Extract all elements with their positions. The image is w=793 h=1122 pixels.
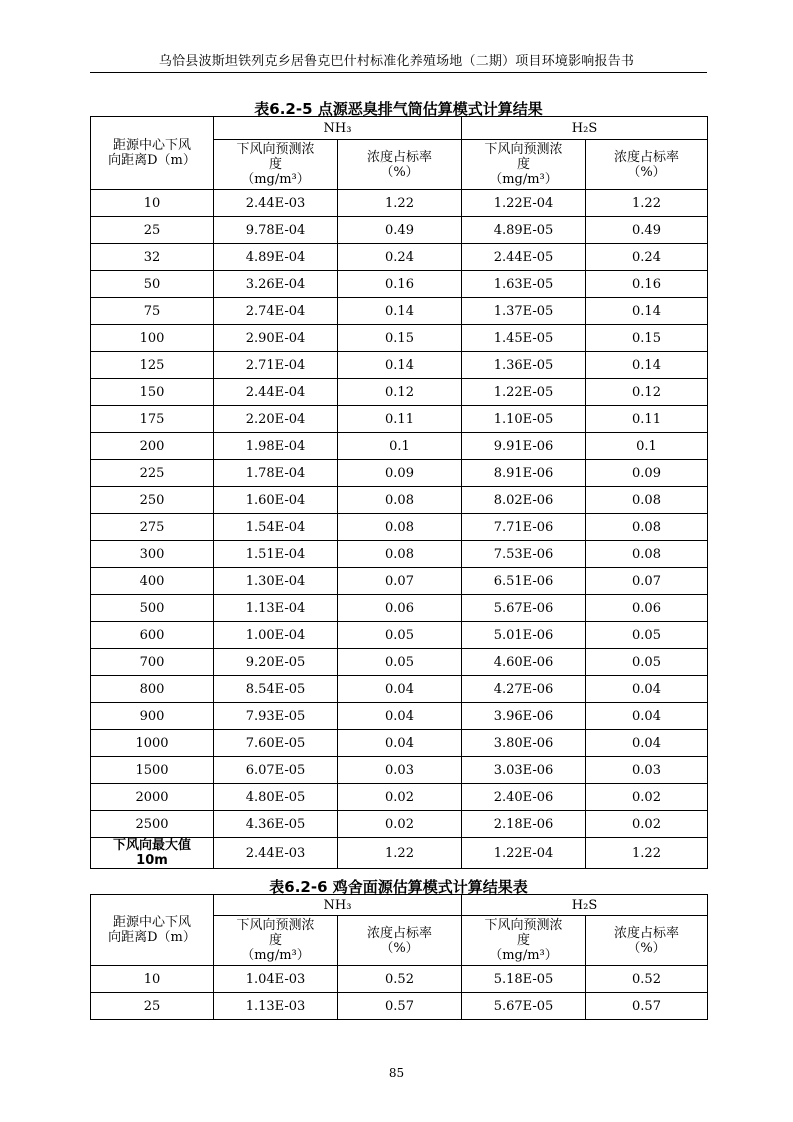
nh3-header: NH₃ xyxy=(214,895,462,916)
nh3-ratio-cell: 0.57 xyxy=(338,993,462,1020)
h2s-conc-cell: 1.10E-05 xyxy=(462,406,586,433)
nh3-conc-cell: 1.13E-04 xyxy=(214,595,338,622)
h2s-ratio-cell: 0.02 xyxy=(586,811,708,838)
distance-cell: 275 xyxy=(91,514,214,541)
distance-cell: 2000 xyxy=(91,784,214,811)
nh3-conc-header xyxy=(214,916,338,966)
distance-header xyxy=(91,895,214,966)
h2s-conc-cell: 2.40E-06 xyxy=(462,784,586,811)
max-value-label xyxy=(91,838,214,869)
nh3-ratio-cell: 0.09 xyxy=(338,460,462,487)
distance-cell: 225 xyxy=(91,460,214,487)
distance-header-line2: 向距离D（m） xyxy=(108,153,196,168)
nh3-ratio-cell: 0.03 xyxy=(338,757,462,784)
nh3-conc-cell: 4.80E-05 xyxy=(214,784,338,811)
document-header: 乌恰县波斯坦铁列克乡居鲁克巴什村标准化养殖场地（二期）项目环境影响报告书 xyxy=(158,54,635,69)
nh3-ratio-cell: 0.11 xyxy=(338,406,462,433)
nh3-ratio-cell: 0.14 xyxy=(338,298,462,325)
distance-header-line2: 向距离D（m） xyxy=(108,930,196,945)
conc-unit: （mg/m³） xyxy=(489,172,558,187)
distance-cell: 125 xyxy=(91,352,214,379)
h2s-ratio-cell: 0.04 xyxy=(586,730,708,757)
table-row xyxy=(91,811,708,838)
h2s-conc-cell: 6.51E-06 xyxy=(462,568,586,595)
nh3-conc-cell: 1.04E-03 xyxy=(214,966,338,993)
nh3-conc-cell: 1.30E-04 xyxy=(214,568,338,595)
nh3-conc-cell: 2.44E-03 xyxy=(214,190,338,217)
h2s-ratio-cell: 0.02 xyxy=(586,784,708,811)
distance-cell: 600 xyxy=(91,622,214,649)
h2s-conc-cell: 9.91E-06 xyxy=(462,433,586,460)
ratio-label: 浓度占标率 xyxy=(613,925,679,941)
h2s-ratio-cell: 0.07 xyxy=(586,568,708,595)
nh3-ratio-cell: 0.08 xyxy=(338,487,462,514)
table-row xyxy=(91,406,708,433)
distance-cell: 10 xyxy=(91,966,214,993)
nh3-conc-cell: 4.36E-05 xyxy=(214,811,338,838)
h2s-ratio-cell: 0.52 xyxy=(586,966,708,993)
distance-header-line1: 距源中心下风 xyxy=(112,915,191,930)
table-row xyxy=(91,433,708,460)
h2s-conc-cell: 1.63E-05 xyxy=(462,271,586,298)
distance-cell: 400 xyxy=(91,568,214,595)
distance-cell: 200 xyxy=(91,433,214,460)
h2s-header: H₂S xyxy=(462,117,708,140)
h2s-ratio-cell: 0.1 xyxy=(586,433,708,460)
h2s-conc-cell: 7.71E-06 xyxy=(462,514,586,541)
nh3-ratio-cell: 0.05 xyxy=(338,649,462,676)
h2s-conc-cell: 1.37E-05 xyxy=(462,298,586,325)
table2-caption: 表6.2-6 鸡舍面源估算模式计算结果表 xyxy=(269,878,528,896)
distance-header-line1: 距源中心下风 xyxy=(112,138,191,153)
distance-cell: 75 xyxy=(91,298,214,325)
h2s-ratio-cell: 0.11 xyxy=(586,406,708,433)
table-row xyxy=(91,541,708,568)
nh3-ratio-cell: 0.04 xyxy=(338,676,462,703)
table-row xyxy=(91,966,708,993)
nh3-conc-cell: 1.60E-04 xyxy=(214,487,338,514)
distance-cell: 25 xyxy=(91,217,214,244)
table-row xyxy=(91,703,708,730)
nh3-ratio-cell: 1.22 xyxy=(338,190,462,217)
max-h2s-conc-cell: 1.22E-04 xyxy=(462,838,586,869)
nh3-conc-cell: 7.93E-05 xyxy=(214,703,338,730)
nh3-ratio-cell: 0.06 xyxy=(338,595,462,622)
h2s-ratio-cell: 0.04 xyxy=(586,676,708,703)
nh3-ratio-cell: 0.07 xyxy=(338,568,462,595)
nh3-ratio-cell: 0.05 xyxy=(338,622,462,649)
table-row xyxy=(91,352,708,379)
ratio-unit: （%） xyxy=(627,164,666,180)
h2s-conc-cell: 1.22E-04 xyxy=(462,190,586,217)
h2s-conc-header xyxy=(462,916,586,966)
h2s-ratio-cell: 0.05 xyxy=(586,622,708,649)
h2s-ratio-cell: 0.15 xyxy=(586,325,708,352)
table-row xyxy=(91,379,708,406)
h2s-conc-cell: 5.67E-05 xyxy=(462,993,586,1020)
nh3-ratio-cell: 0.49 xyxy=(338,217,462,244)
conc-label-line1: 下风向预测浓 xyxy=(484,142,563,157)
nh3-conc-cell: 2.20E-04 xyxy=(214,406,338,433)
nh3-conc-cell: 4.89E-04 xyxy=(214,244,338,271)
h2s-conc-cell: 5.18E-05 xyxy=(462,966,586,993)
h2s-ratio-cell: 0.08 xyxy=(586,487,708,514)
table-row xyxy=(91,993,708,1020)
nh3-conc-cell: 2.74E-04 xyxy=(214,298,338,325)
conc-unit: （mg/m³） xyxy=(489,948,558,963)
nh3-conc-cell: 1.13E-03 xyxy=(214,993,338,1020)
nh3-conc-cell: 9.78E-04 xyxy=(214,217,338,244)
nh3-ratio-cell: 0.08 xyxy=(338,514,462,541)
table1-caption: 表6.2-5 点源恶臭排气筒估算模式计算结果 xyxy=(254,100,543,118)
distance-cell: 25 xyxy=(91,993,214,1020)
nh3-ratio-cell: 0.52 xyxy=(338,966,462,993)
nh3-conc-cell: 1.54E-04 xyxy=(214,514,338,541)
conc-label-line2: 度 xyxy=(516,157,530,172)
distance-cell: 900 xyxy=(91,703,214,730)
ratio-unit: （%） xyxy=(380,940,419,956)
h2s-ratio-cell: 0.16 xyxy=(586,271,708,298)
h2s-conc-cell: 3.80E-06 xyxy=(462,730,586,757)
nh3-ratio-cell: 0.08 xyxy=(338,541,462,568)
nh3-conc-cell: 8.54E-05 xyxy=(214,676,338,703)
nh3-ratio-cell: 0.1 xyxy=(338,433,462,460)
page-number: 85 xyxy=(388,1066,405,1080)
max-h2s-ratio-cell: 1.22 xyxy=(586,838,708,869)
h2s-ratio-header xyxy=(586,140,708,190)
table-row xyxy=(91,514,708,541)
nh3-conc-cell: 1.00E-04 xyxy=(214,622,338,649)
h2s-conc-cell: 4.27E-06 xyxy=(462,676,586,703)
nh3-ratio-cell: 0.15 xyxy=(338,325,462,352)
h2s-ratio-cell: 0.24 xyxy=(586,244,708,271)
max-label-line2: 10m xyxy=(136,853,168,868)
table-row xyxy=(91,244,708,271)
ratio-label: 浓度占标率 xyxy=(366,925,432,941)
table-row xyxy=(91,595,708,622)
table-row xyxy=(91,568,708,595)
nh3-conc-cell: 3.26E-04 xyxy=(214,271,338,298)
h2s-conc-cell: 1.45E-05 xyxy=(462,325,586,352)
h2s-conc-cell: 5.01E-06 xyxy=(462,622,586,649)
h2s-conc-cell: 8.02E-06 xyxy=(462,487,586,514)
table-row xyxy=(91,298,708,325)
distance-cell: 32 xyxy=(91,244,214,271)
table-row xyxy=(91,649,708,676)
h2s-ratio-cell: 0.03 xyxy=(586,757,708,784)
nh3-conc-cell: 1.78E-04 xyxy=(214,460,338,487)
nh3-ratio-cell: 0.02 xyxy=(338,811,462,838)
table-row xyxy=(91,757,708,784)
h2s-conc-cell: 4.60E-06 xyxy=(462,649,586,676)
conc-label-line2: 度 xyxy=(516,933,530,948)
conc-label-line1: 下风向预测浓 xyxy=(236,142,315,157)
distance-cell: 800 xyxy=(91,676,214,703)
nh3-ratio-cell: 0.16 xyxy=(338,271,462,298)
h2s-ratio-cell: 1.22 xyxy=(586,190,708,217)
nh3-conc-header xyxy=(214,140,338,190)
nh3-conc-cell: 2.71E-04 xyxy=(214,352,338,379)
h2s-ratio-cell: 0.14 xyxy=(586,298,708,325)
ratio-unit: （%） xyxy=(380,164,419,180)
h2s-ratio-cell: 0.12 xyxy=(586,379,708,406)
h2s-conc-cell: 4.89E-05 xyxy=(462,217,586,244)
max-nh3-ratio-cell: 1.22 xyxy=(338,838,462,869)
nh3-ratio-cell: 0.12 xyxy=(338,379,462,406)
nh3-conc-cell: 2.44E-04 xyxy=(214,379,338,406)
nh3-ratio-cell: 0.04 xyxy=(338,703,462,730)
h2s-header: H₂S xyxy=(462,895,708,916)
h2s-ratio-cell: 0.14 xyxy=(586,352,708,379)
table-row xyxy=(91,487,708,514)
nh3-ratio-cell: 0.02 xyxy=(338,784,462,811)
h2s-ratio-cell: 0.04 xyxy=(586,703,708,730)
table-row xyxy=(91,730,708,757)
max-value-row xyxy=(91,838,708,869)
h2s-conc-cell: 2.44E-05 xyxy=(462,244,586,271)
table-row xyxy=(91,460,708,487)
conc-unit: （mg/m³） xyxy=(241,948,310,963)
distance-cell: 250 xyxy=(91,487,214,514)
h2s-ratio-cell: 0.49 xyxy=(586,217,708,244)
distance-cell: 2500 xyxy=(91,811,214,838)
ratio-unit: （%） xyxy=(627,940,666,956)
nh3-ratio-header xyxy=(338,916,462,966)
conc-unit: （mg/m³） xyxy=(241,172,310,187)
h2s-conc-header xyxy=(462,140,586,190)
ratio-label: 浓度占标率 xyxy=(366,149,432,165)
max-nh3-conc-cell: 2.44E-03 xyxy=(214,838,338,869)
table-row xyxy=(91,271,708,298)
max-label-line1: 下风向最大值 xyxy=(112,838,191,853)
conc-label-line2: 度 xyxy=(268,933,282,948)
table-row xyxy=(91,676,708,703)
header-rule xyxy=(90,72,707,73)
h2s-conc-cell: 5.67E-06 xyxy=(462,595,586,622)
conc-label-line2: 度 xyxy=(268,157,282,172)
distance-cell: 500 xyxy=(91,595,214,622)
h2s-conc-cell: 3.03E-06 xyxy=(462,757,586,784)
table-row xyxy=(91,784,708,811)
h2s-conc-cell: 1.36E-05 xyxy=(462,352,586,379)
nh3-conc-cell: 2.90E-04 xyxy=(214,325,338,352)
nh3-ratio-cell: 0.14 xyxy=(338,352,462,379)
nh3-conc-cell: 7.60E-05 xyxy=(214,730,338,757)
nh3-header: NH₃ xyxy=(214,117,462,140)
h2s-ratio-cell: 0.05 xyxy=(586,649,708,676)
table2 xyxy=(90,894,708,1020)
table-row xyxy=(91,190,708,217)
distance-cell: 150 xyxy=(91,379,214,406)
h2s-ratio-cell: 0.08 xyxy=(586,514,708,541)
distance-cell: 1000 xyxy=(91,730,214,757)
h2s-conc-cell: 8.91E-06 xyxy=(462,460,586,487)
distance-header xyxy=(91,117,214,190)
nh3-ratio-cell: 0.24 xyxy=(338,244,462,271)
nh3-ratio-cell: 0.04 xyxy=(338,730,462,757)
h2s-ratio-header xyxy=(586,916,708,966)
ratio-label: 浓度占标率 xyxy=(613,149,679,165)
distance-cell: 700 xyxy=(91,649,214,676)
nh3-conc-cell: 9.20E-05 xyxy=(214,649,338,676)
distance-cell: 50 xyxy=(91,271,214,298)
conc-label-line1: 下风向预测浓 xyxy=(236,918,315,933)
conc-label-line1: 下风向预测浓 xyxy=(484,918,563,933)
distance-cell: 175 xyxy=(91,406,214,433)
h2s-ratio-cell: 0.57 xyxy=(586,993,708,1020)
table-row xyxy=(91,325,708,352)
h2s-conc-cell: 3.96E-06 xyxy=(462,703,586,730)
distance-cell: 100 xyxy=(91,325,214,352)
h2s-conc-cell: 2.18E-06 xyxy=(462,811,586,838)
h2s-ratio-cell: 0.06 xyxy=(586,595,708,622)
distance-cell: 300 xyxy=(91,541,214,568)
table-row xyxy=(91,217,708,244)
table-row xyxy=(91,622,708,649)
h2s-ratio-cell: 0.09 xyxy=(586,460,708,487)
h2s-ratio-cell: 0.08 xyxy=(586,541,708,568)
nh3-conc-cell: 1.98E-04 xyxy=(214,433,338,460)
table1 xyxy=(90,116,708,869)
nh3-conc-cell: 6.07E-05 xyxy=(214,757,338,784)
nh3-conc-cell: 1.51E-04 xyxy=(214,541,338,568)
h2s-conc-cell: 1.22E-05 xyxy=(462,379,586,406)
distance-cell: 10 xyxy=(91,190,214,217)
distance-cell: 1500 xyxy=(91,757,214,784)
nh3-ratio-header xyxy=(338,140,462,190)
h2s-conc-cell: 7.53E-06 xyxy=(462,541,586,568)
